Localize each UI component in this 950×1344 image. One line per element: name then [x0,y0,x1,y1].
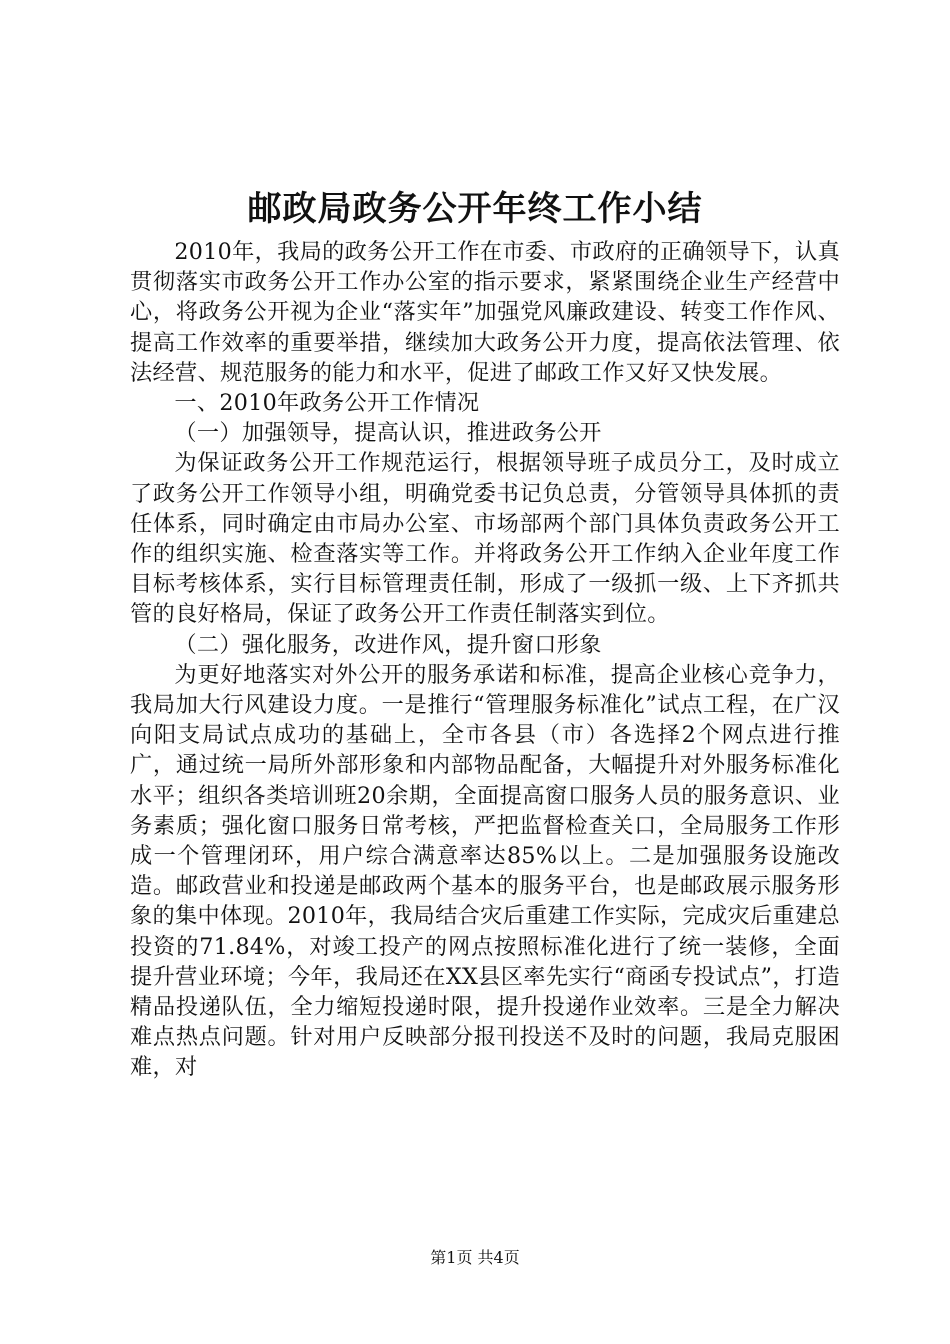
body-paragraph: 为保证政务公开工作规范运行，根据领导班子成员分工，及时成立了政务公开工作领导小组，明确党委书记负总责，分管领导具体抓的责任体系，同时确定由市局办公室、市场部两个部门具体负责政务公开工作的组织实施、检查落实等工作。并将政务公开工作纳入企业年度工作目标考核体系，实行目标管理责任制，形成了一级抓一级、上下齐抓共管的良好格局，保证了政务公开工作责任制落实到位。 [130,450,840,628]
intro-paragraph: 2010年，我局的政务公开工作在市委、市政府的正确领导下，认真贯彻落实市政务公开工作办公室的指示要求，紧紧围绕企业生产经营中心，将政务公开视为企业“落实年”加强党风廉政建设、转变工作作风、提高工作效率的重要举措，继续加大政务公开力度，提高依法管理、依法经营、规范服务的能力和水平，促进了邮政工作又好又快发展。 [130,239,840,386]
subsection-heading: （一）加强领导，提高认识，推进政务公开 [174,420,602,447]
section-heading: 一、2010年政务公开工作情况 [174,390,480,417]
body-paragraph: 为更好地落实对外公开的服务承诺和标准，提高企业核心竞争力，我局加大行风建设力度。一是推行“管理服务标准化”试点工程，在广汉向阳支局试点成功的基础上，全市各县（市）各选择2个网点进行推广，通过统一局所外部形象和内部物品配备，大幅提升对外服务标准化水平；组织各类培训班20余期，全面提高窗口服务人员的服务意识、业务素质；强化窗口服务日常考核，严把监督检查关口，全局服务工作形成一个管理闭环，用户综合满意率达85%以上。二是加强服务设施改造。邮政营业和投递是邮政两个基本的服务平台，也是邮政展示服务形象的集中体现。2010年，我局结合灾后重建工作实际，完成灾后重建总投资的71.84%，对竣工投产的网点按照标准化进行了统一装修，全面提升营业环境；今年，我局还在XX县区率先实行“商函专投试点”，打造精品投递队伍，全力缩短投递时限，提升投递作业效率。三是全力解决难点热点问题。针对用户反映部分报刊投送不及时的问题，我局克服困难，对 [130,661,840,1081]
document-body [130,237,840,1083]
page-title: 邮政局政务公开年终工作小结 [247,189,703,229]
page-footer: 第1页 共4页 [430,1248,520,1267]
subsection-heading: （二）强化服务，改进作风，提升窗口形象 [174,631,602,658]
